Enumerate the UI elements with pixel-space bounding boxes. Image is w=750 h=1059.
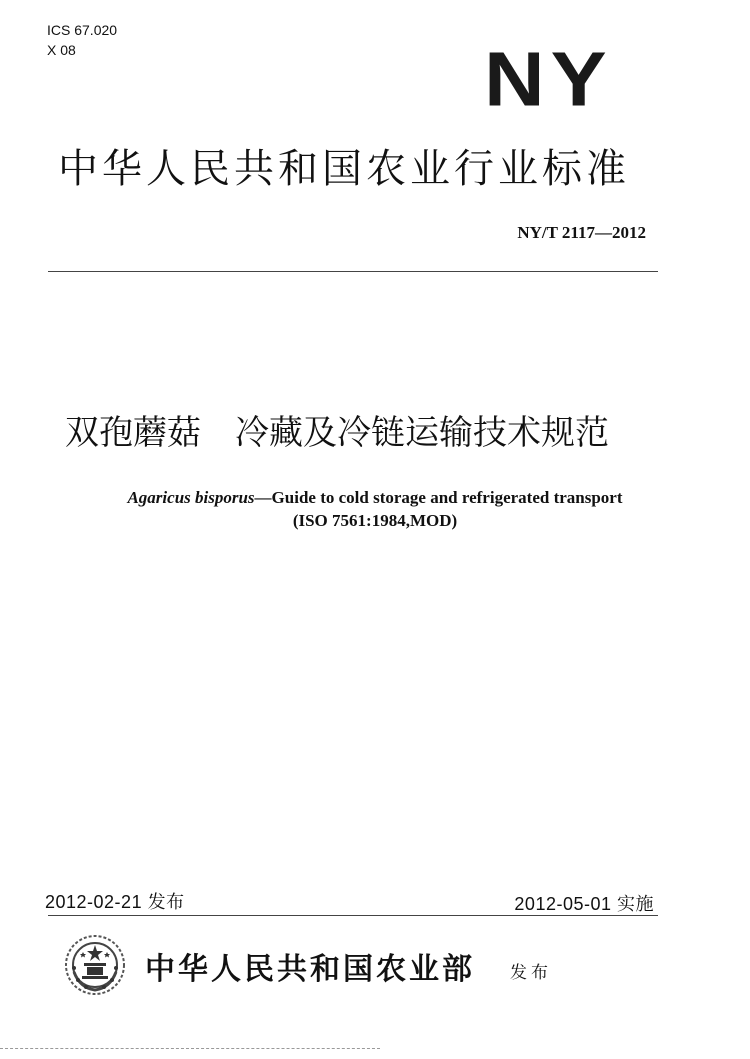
ny-logo: NY — [484, 35, 613, 123]
classification-codes — [47, 20, 117, 60]
publisher-name: 中华人民共和国农业部 — [145, 952, 475, 987]
header-divider — [48, 271, 658, 272]
title-english-species: Agaricus bisporus — [127, 488, 255, 507]
standard-number: NY/T 2117—2012 — [517, 223, 646, 242]
title-english — [0, 486, 750, 509]
ccs-code: X 08 — [47, 42, 76, 58]
title-english-subject: —Guide to cold storage and refrigerated transport — [254, 488, 623, 507]
ics-code: ICS 67.020 — [47, 22, 118, 38]
national-emblem-icon — [60, 932, 130, 998]
iso-reference: (ISO 7561:1984,MOD) — [292, 511, 458, 530]
title-chinese: 双孢蘑菇 冷藏及冷链运输技术规范 — [65, 413, 609, 453]
bottom-edge-mark — [0, 1048, 380, 1049]
issue-date: 2012-02-21 发布 — [45, 892, 185, 912]
footer-divider — [48, 915, 658, 916]
implementation-date: 2012-05-01 实施 — [514, 894, 654, 914]
standard-category: 中华人民共和国农业行业标准 — [58, 146, 630, 192]
publisher-suffix: 发布 — [510, 963, 552, 983]
